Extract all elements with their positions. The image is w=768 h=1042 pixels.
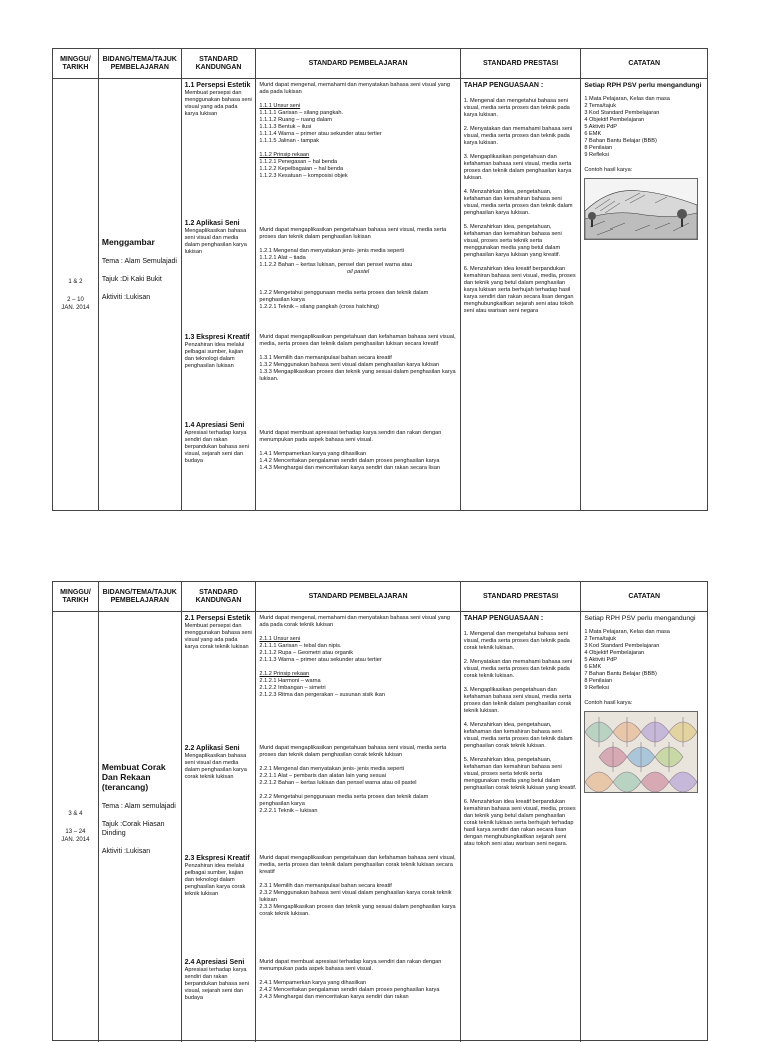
date-month: JAN. 2014 (61, 837, 90, 843)
contoh-label: Contoh hasil karya: (584, 167, 633, 173)
sp-block (259, 82, 456, 227)
prestasi-title: TAHAP PENGUASAAN : (463, 615, 544, 622)
tahap-1: 1. Mengenal dan mengetahui bahasa seni visual, media serta proses dan teknik pada corak teknik lukisan. (463, 631, 570, 651)
aktiviti-text: Aktiviti :Lukisan (101, 294, 151, 301)
list-item: 5 Aktiviti PdP (584, 657, 618, 663)
sp-line: 1.1.2.1 Alat – tiada (259, 255, 306, 261)
header-minggu: MINGGU/ TARIKH (53, 582, 99, 611)
hill-sketch-image (584, 178, 698, 240)
aktiviti-text: Aktiviti :Lukisan (101, 848, 151, 855)
sp-line: 2.2.1.2 Bahan – kertas lukisan dan pensel warna atau oil pastel (259, 780, 417, 786)
sp-line: 2.4.2 Menceritakan pengalaman sendiri dalam proses penghasilan karya (259, 987, 440, 993)
date-range: 2 – 10 (67, 296, 84, 303)
list-item: 2 Tema/tajuk (584, 103, 617, 109)
header-sp: STANDARD PEMBELAJARAN (256, 49, 460, 78)
sp-line (259, 664, 456, 671)
header-sp: STANDARD PEMBELAJARAN (256, 582, 460, 611)
sp-line (259, 241, 456, 248)
sp-line: 2.4.1 Mempamerkan karya yang dihasilkan (259, 980, 367, 986)
sp-line: 2.1.1.1 Garisan – tebal dan nipis. (259, 643, 342, 649)
sk-title: 2.3 Ekspresi Kreatif (184, 855, 250, 862)
sp-line (259, 283, 456, 290)
list-item: 3 Kod Standard Pembelajaran (584, 110, 660, 116)
sk-desc: Apresiasi terhadap karya sendiri dan rakan berpandukan bahasa seni visual, sejarah seni dan budaya (184, 430, 250, 464)
sp-block (259, 855, 456, 959)
prestasi-title: TAHAP PENGUASAAN : (463, 82, 544, 89)
header-catatan: CATATAN (628, 592, 661, 600)
tahap-2: 2. Menyatakan dan memahami bahasa seni visual, media serta proses dan teknik pada karya lukisan. (463, 126, 573, 146)
sp-line: 2.2.1 Mengenal dan menyatakan jenis- jenis media seperti (259, 766, 404, 772)
sk-title: 2.2 Aplikasi Seni (184, 745, 240, 752)
sk-desc: Penzahiran idea melalui pelbagai sumber, kajian dan teknologi dalam penghasilan karya corak teknik lukisan (184, 863, 246, 897)
theme-cell (99, 79, 182, 510)
sk-cell (182, 79, 257, 510)
week-label: 1 & 2 (68, 278, 83, 285)
sk-title: 1.4 Apresiasi Seni (184, 422, 245, 429)
sp-line (259, 787, 456, 794)
sp-line: 2.2.2.1 Teknik – lukisan (259, 808, 318, 814)
list-item: 6 EMK (584, 664, 602, 670)
sk-title: 1.2 Aplikasi Seni (184, 220, 240, 227)
sk-desc: Membuat persepsi dan menggunakan bahasa seni visual yang ada pada karya lukisan (184, 90, 252, 117)
sp-line: 1.1.1.1 Garisan – silang pangkah. (259, 110, 344, 116)
sp-block (259, 430, 456, 472)
sp-line: 1.1.2.2 Bahan – kertas lukisan, pensel dan pensel warna atau (259, 262, 413, 268)
sp-line: 1.3.2 Menggunakan bahasa seni visual dalam penghasilan karya lukisan (259, 362, 440, 368)
list-item: 7 Bahan Bantu Belajar (BBB) (584, 138, 657, 144)
catatan-list (584, 96, 704, 159)
sp-line (259, 96, 456, 103)
sp-line: 2.1.2 Prinsip rekaan (259, 671, 310, 677)
sp-line (259, 759, 456, 766)
theme-title: Menggambar (101, 237, 155, 247)
date-range: 13 – 24 (65, 829, 86, 835)
sp-line: 2.3.2 Menggunakan bahasa seni visual dalam penghasilan karya corak teknik lukisan (259, 890, 452, 903)
list-item: 4 Objektif Pembelajaran (584, 117, 645, 123)
header-bidang: BIDANG/TEMA/TAJUK PEMBELAJARAN (99, 49, 182, 78)
sp-line: 1.1.1.5 Jalinan - tampak (259, 138, 320, 144)
tahap-2: 2. Menyatakan dan memahami bahasa seni visual, media serta proses dan teknik pada corak teknik lukisan. (463, 659, 573, 679)
sk-desc: Apresiasi terhadap karya sendiri dan rakan berpandukan bahasa seni visual, sejarah seni dan budaya (184, 967, 250, 1001)
sk-desc: Mengaplikasikan bahasa seni visual dan media dalam penghasilan karya lukisan (184, 228, 247, 255)
header-bidang: BIDANG/TEMA/TAJUK PEMBELAJARAN (99, 582, 182, 611)
tema-text: Tema : Alam semulajadi (101, 803, 176, 810)
sp-block (259, 615, 456, 745)
sp-line: Murid dapat mengaplikasikan pengetahuan bahasa seni visual, media serta proses dan teknik dalam penghasilan corak teknik lukisan (259, 745, 447, 758)
sp-line: 1.1.1.4 Warna – primer atau sekunder atau tertier (259, 131, 382, 137)
tahap-5: 5. Menzahirkan idea, pengetahuan, kefahaman dan kemahiran bahasa seni visual, proses serta teknik serta menggunakan media yang betul dalam penghasilan corak teknik lukisan yang kreatif. (463, 757, 577, 791)
sp-line (259, 876, 456, 883)
sk-item (185, 220, 253, 334)
list-item: 4 Objektif Pembelajaran (584, 650, 645, 656)
tahap-4: 4. Menzahirkan idea, pengetahuan, kefahaman dan kemahiran bahasa seni visual, media serta proses dan teknik dalam penghasilan corak teknik lukisan. (463, 722, 573, 749)
tahap-6: 6. Menzahirkan idea kreatif berpandukan kemahiran bahasa seni visual, media, proses dan teknik yang betul dalam penghasilan karya lukisan serta berhujah terhadap hasil karya sendiri dan rakan secara lisan dengan menghubungkaitkan sejarah seni atau tokoh seni atau warisan seni negara (463, 266, 576, 314)
tahap-4: 4. Menzahirkan idea, pengetahuan, kefahaman dan kemahiran bahasa seni visual, media serta proses dan teknik dalam penghasilan karya lukisan. (463, 189, 573, 216)
sp-cell (256, 612, 460, 1042)
week-cell (53, 79, 99, 510)
catatan-list (584, 629, 704, 692)
sk-desc: Membuat persepsi dan menggunakan bahasa seni visual yang ada pada karya corak teknik lukisan (184, 623, 252, 650)
tahap-3: 3. Mengaplikasikan pengetahuan dan kefahaman bahasa seni visual, media serta proses dan teknik dalam penghasilan karya lukisan. (463, 154, 572, 181)
table-header (53, 582, 707, 612)
sp-line: 1.1.2.3 Kesatuan – komposisi objek (259, 173, 348, 179)
sp-line: Murid dapat membuat apresiasi terhadap karya sendiri dan rakan dengan menumpukan pada aspek bahasa seni visual. (259, 959, 442, 972)
list-item: 5 Aktiviti PdP (584, 124, 618, 130)
sp-line: 1.3.1 Memilih dan memanipulasi bahan secara kreatif (259, 355, 392, 361)
sp-line: 1.1.2.1 Penegasan – hal benda (259, 159, 338, 165)
sp-block (259, 227, 456, 334)
header-sk: STANDARD KANDUNGAN (182, 49, 257, 78)
tajuk-text: Tajuk :Di Kaki Bukit (101, 276, 162, 283)
sk-title: 2.4 Apresiasi Seni (184, 959, 245, 966)
sk-item (185, 422, 253, 465)
sp-line: Murid dapat mengenal, memahami dan menyatakan bahasa seni visual yang ada pada lukisan (259, 82, 451, 95)
sp-line: 2.1.1 Unsur seni (259, 636, 301, 642)
week-label: 3 & 4 (68, 811, 83, 817)
sp-line: 1.1.1.3 Bentuk – ilusi (259, 124, 312, 130)
list-item: 8 Penilaian (584, 145, 613, 151)
sp-line: 2.1.1.2 Rupa – Geometri atau organik (259, 650, 354, 656)
list-item: 1 Mata Pelajaran, Kelas dan masa (584, 629, 670, 635)
sp-line: Murid dapat mengaplikasikan pengetahuan dan kefahaman bahasa seni visual, media, serta proses dan teknik dalam penghasilan corak teknik lukisan secara kreatif (259, 855, 456, 875)
sk-item (185, 334, 253, 422)
sk-item (185, 959, 253, 1002)
sp-line: 1.1.1 Unsur seni (259, 103, 301, 109)
lesson-table-2 (52, 581, 708, 1041)
sp-line: 2.2.1.1 Alat – pembaris dan alatan lain yang sesuai (259, 773, 386, 779)
sk-item (185, 745, 253, 855)
theme-title: Membuat Corak Dan Rekaan (terancang) (101, 762, 166, 792)
sp-line: 2.1.2.3 Ritma dan pergerakan – susunan sisik ikan (259, 692, 386, 698)
sp-line: 1.4.3 Menghargai dan menceritakan karya sendiri dan rakan secara lisan (259, 465, 441, 471)
list-item: 7 Bahan Bantu Belajar (BBB) (584, 671, 657, 677)
tahap-1: 1. Mengenal dan mengetahui bahasa seni visual, media serta proses dan teknik pada karya lukisan. (463, 98, 570, 118)
tahap-6: 6. Menzahirkan idea kreatif berpandukan kemahiran bahasa seni visual, media, proses dan teknik yang betul dalam penghasilan corak teknik lukisan serta berhujah terhadap hasil karya sendiri dan rakan secara lisan dengan menghubungkaitkan sejarah seni atau tokoh seni atau warisan seni negara. (463, 799, 576, 847)
sk-item (185, 82, 253, 220)
sp-line (259, 276, 456, 283)
sp-line (259, 629, 456, 636)
sp-line: 2.3.1 Memilih dan memanipulasi bahan secara kreatif (259, 883, 392, 889)
header-prestasi: STANDARD PRESTASI (461, 582, 582, 611)
sp-block (259, 959, 456, 1001)
list-item: 8 Penilaian (584, 678, 613, 684)
table-row (53, 79, 707, 510)
sp-line: 1.3.3 Mengaplikasikan proses dan teknik yang sesuai dalam penghasilan karya lukisan. (259, 369, 456, 382)
tema-text: Tema : Alam Semulajadi (101, 258, 177, 265)
sp-line: 1.1.1.2 Ruang – ruang dalam (259, 117, 332, 123)
sk-desc: Mengaplikasikan bahasa seni visual dan media dalam penghasilan karya corak teknik lukisan (184, 753, 247, 780)
sp-line: 2.3.3 Mengaplikasikan proses dan teknik yang sesuai dalam penghasilan karya corak teknik lukisan. (259, 904, 456, 917)
sp-line: 1.1.2 Prinsip rekaan (259, 152, 310, 158)
list-item: 9 Refleksi (584, 152, 609, 158)
table-header (53, 49, 707, 79)
list-item: 3 Kod Standard Pembelajaran (584, 643, 660, 649)
prestasi-cell (461, 612, 582, 1042)
sp-line: Murid dapat membuat apresiasi terhadap karya sendiri dan rakan dengan menumpukan pada aspek bahasa seni visual. (259, 430, 442, 443)
sp-line: oil pastel (347, 269, 370, 275)
contoh-label: Contoh hasil karya: (584, 700, 633, 706)
sk-title: 1.1 Persepsi Estetik (184, 82, 251, 89)
list-item: 9 Refleksi (584, 685, 609, 691)
sp-line: Murid dapat mengaplikasikan pengetahuan dan kefahaman bahasa seni visual, media, serta proses dan teknik dalam penghasilan lukisan secara kreatif (259, 334, 456, 347)
sp-line: 2.1.2.1 Harmoni – warna (259, 678, 321, 684)
sp-line: 1.1.2.2 Kepelbagaian – hal benda (259, 166, 344, 172)
sk-cell (182, 612, 257, 1042)
sp-line: 1.2.2.1 Teknik – silang pangkah (cross hatching) (259, 304, 380, 310)
sp-line: 2.2.2 Mengetahui penggunaan media serta proses dan teknik dalam penghasilan karya (259, 794, 429, 807)
list-item: 2 Tema/tajuk (584, 636, 617, 642)
sp-line (259, 145, 456, 152)
lesson-table-1 (52, 48, 708, 511)
sp-line: 2.4.3 Menghargai dan menceritakan karya sendiri dan rakan (259, 994, 409, 1000)
tahap-5: 5. Menzahirkan idea, pengetahuan, kefahaman dan kemahiran bahasa seni visual, proses serta teknik serta menggunakan media yang betul dalam penghasilan karya lukisan yang kreatif. (463, 224, 562, 258)
catatan-title: Setiap RPH PSV perlu mengandungi (584, 615, 696, 622)
header-prestasi: STANDARD PRESTASI (461, 49, 582, 78)
sp-line (259, 444, 456, 451)
sp-line: 1.2.2 Mengetahui penggunaan media serta proses dan teknik dalam penghasilan karya (259, 290, 429, 303)
sp-line: Murid dapat mengaplikasikan pengetahuan bahasa seni visual, media serta proses dan teknik dalam penghasilan lukisan (259, 227, 447, 240)
leaf-pattern-image (584, 711, 698, 793)
prestasi-cell (461, 79, 582, 510)
header-minggu: MINGGU/ TARIKH (53, 49, 99, 78)
sp-line: Murid dapat mengenal, memahami dan menyatakan bahasa seni visual yang ada pada corak teknik lukisan (259, 615, 451, 628)
week-cell (53, 612, 99, 1042)
list-item: 1 Mata Pelajaran, Kelas dan masa (584, 96, 670, 102)
catatan-title: Setiap RPH PSV perlu mengandungi (584, 82, 702, 89)
sp-block (259, 745, 456, 855)
sk-title: 2.1 Persepsi Estetik (184, 615, 251, 622)
theme-cell (99, 612, 182, 1042)
sp-line (259, 973, 456, 980)
sp-line: 1.4.2 Menceritakan pengalaman sendiri dalam proses penghasilan karya (259, 458, 440, 464)
catatan-cell (581, 79, 707, 510)
sk-desc: Penzahiran idea melalui pelbagai sumber, kajian dan teknologi dalam penghasilan lukisan (184, 342, 245, 369)
tahap-3: 3. Mengaplikasikan pengetahuan dan kefahaman bahasa seni visual, media serta proses dan teknik dalam penghasilan corak teknik lukisan. (463, 687, 572, 714)
tajuk-text: Tajuk :Corak Hiasan Dinding (101, 821, 165, 837)
table-row (53, 612, 707, 1042)
catatan-cell (581, 612, 707, 1042)
sp-line: 2.1.1.3 Warna – primer atau sekunder atau tertier (259, 657, 382, 663)
header-catatan: CATATAN (628, 59, 661, 67)
date-month: JAN. 2014 (61, 304, 90, 311)
list-item: 6 EMK (584, 131, 602, 137)
sp-line: 1.4.1 Mempamerkan karya yang dihasilkan (259, 451, 367, 457)
sp-line: 1.2.1 Mengenal dan menyatakan jenis- jenis media seperti (259, 248, 404, 254)
sp-line (259, 348, 456, 355)
sp-cell (256, 79, 460, 510)
sp-line: 2.1.2.2 Imbangan – simetri (259, 685, 326, 691)
sk-title: 1.3 Ekspresi Kreatif (184, 334, 250, 341)
sk-item (185, 615, 253, 745)
sk-item (185, 855, 253, 959)
sp-block (259, 334, 456, 430)
header-sk: STANDARD KANDUNGAN (182, 582, 257, 611)
